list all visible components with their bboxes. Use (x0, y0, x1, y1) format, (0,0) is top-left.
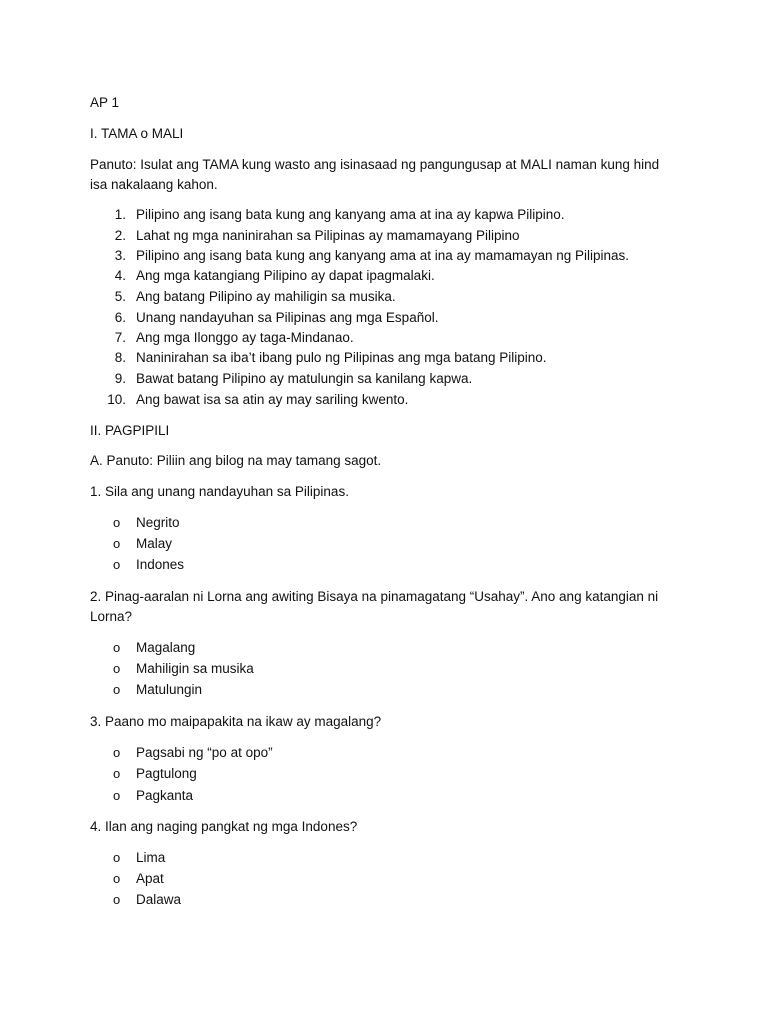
item-number: 4. (114, 268, 126, 283)
list-item: Unang nandayuhan sa Pilipinas ang mga Español. (136, 310, 439, 325)
list-item: Pilipino ang isang bata kung ang kanyang ama at ina ay kapwa Pilipino. (136, 207, 565, 222)
option-bullet: o (113, 682, 121, 697)
option-item: Pagtulong (136, 766, 197, 781)
item-number: 3. (114, 248, 126, 263)
option-bullet: o (113, 788, 121, 803)
option-item: Pagkanta (136, 788, 194, 803)
option-bullet: o (113, 871, 121, 886)
item-number: 10. (107, 392, 126, 407)
option-item: Mahiligin sa musika (136, 661, 254, 676)
list-item: Ang mga katangiang Pilipino ay dapat ipagmalaki. (136, 268, 435, 283)
section-1-instructions: Panuto: Isulat ang TAMA kung wasto ang isinasaad ng pangungusap at MALI naman kung hind isa nakalaang kahon. (90, 157, 660, 192)
section-1-title: I. TAMA o MALI (90, 126, 184, 141)
item-number: 2. (114, 228, 126, 243)
list-item: Pilipino ang isang bata kung ang kanyang ama at ina ay mamamayan ng Pilipinas. (136, 248, 630, 263)
option-bullet: o (113, 850, 121, 865)
list-item: Lahat ng mga naninirahan sa Pilipinas ay mamamayang Pilipino (136, 228, 520, 243)
item-number: 7. (114, 330, 126, 345)
option-bullet: o (113, 661, 121, 676)
question-2: 2. Pinag-aaralan ni Lorna ang awiting Bisaya na pinamagatang “Usahay”. Ano ang katangian ni Lorna? (90, 589, 659, 624)
option-item: Negrito (136, 515, 180, 530)
list-item: Bawat batang Pilipino ay matulungin sa kanilang kapwa. (136, 371, 473, 386)
option-item: Magalang (136, 640, 196, 655)
list-item: Naninirahan sa iba’t ibang pulo ng Pilipinas ang mga batang Pilipino. (136, 350, 547, 365)
section-2-title: II. PAGPIPILI (90, 423, 170, 438)
item-number: 6. (114, 310, 126, 325)
option-item: Dalawa (136, 892, 182, 907)
list-item: Ang batang Pilipino ay mahiligin sa musika. (136, 289, 396, 304)
option-bullet: o (113, 515, 121, 530)
list-item: Ang bawat isa sa atin ay may sariling kwento. (136, 392, 409, 407)
option-bullet: o (113, 536, 121, 551)
option-bullet: o (113, 640, 121, 655)
option-bullet: o (113, 557, 121, 572)
option-bullet: o (113, 766, 121, 781)
option-item: Indones (136, 557, 185, 572)
question-4: 4. Ilan ang naging pangkat ng mga Indones? (90, 819, 358, 834)
item-number: 8. (114, 350, 126, 365)
option-item: Apat (136, 871, 164, 886)
course-title: AP 1 (90, 95, 120, 110)
item-number: 1. (114, 207, 126, 222)
option-bullet: o (113, 745, 121, 760)
item-number: 9. (114, 371, 126, 386)
option-item: Matulungin (136, 682, 203, 697)
section-2-instructions: A. Panuto: Piliin ang bilog na may tamang sagot. (90, 453, 382, 468)
option-item: Lima (136, 850, 166, 865)
option-item: Pagsabi ng “po at opo” (136, 745, 273, 760)
question-1: 1. Sila ang unang nandayuhan sa Pilipinas. (90, 484, 349, 499)
option-bullet: o (113, 892, 121, 907)
list-item: Ang mga Ilonggo ay taga-Mindanao. (136, 330, 354, 345)
option-item: Malay (136, 536, 173, 551)
question-3: 3. Paano mo maipapakita na ikaw ay magalang? (90, 714, 382, 729)
item-number: 5. (114, 289, 126, 304)
